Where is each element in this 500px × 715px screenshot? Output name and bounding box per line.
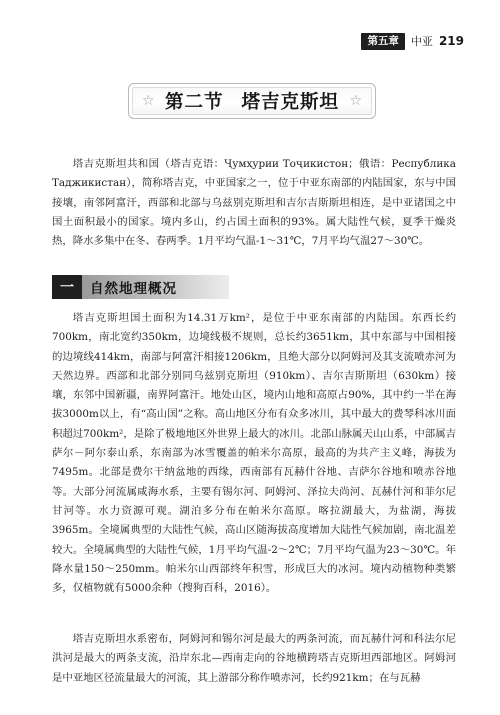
chapter-badge: 第五章 [361, 33, 405, 50]
subsection-title: 自然地理概况 [90, 281, 177, 297]
subsection-title-bar [82, 275, 229, 299]
subsection-heading [52, 275, 229, 299]
page-number: 219 [438, 34, 464, 49]
section-number: 第二节 [164, 92, 224, 113]
geography-paragraph: 塔吉克斯坦国土面积为14.31万km²，是位于中亚东南部的内陆国。东西长约700km，南北宽约350km，边境线极不规则，总长约3651km，其中东部与中国相接的边境线414km，南部与阿富汗相接1206km，且绝大部分以阿姆河及其支流喷赤河为天然边界。西部和北部分别同乌兹别克斯坦（910km）、吉尔吉斯斯坦（630km）接壤，东邻中国新疆，南界阿富汗。地处山区，境内山地和高原占90%，其中约一半在海拔3000m以上，有“高山国”之称。高山地区分布有众多冰川，其中最大的费琴科冰川面积超过700km²，是除了极地地区外世界上最大的冰川。北部山脉属天山山系，中部属吉萨尔－阿尔泰山系，东南部为冰雪覆盖的帕米尔高原，最高的为共产主义峰，海拔为7495m。北部是费尔干纳盆地的西缘，西南部有瓦赫什谷地、吉萨尔谷地和喷赤谷地等。大部分河流属咸海水系，主要有锡尔河、阿姆河、泽拉夫尚河、瓦赫什河和菲尔尼甘河等。水力资源可观。湖泊多分布在帕米尔高原。喀拉湖最大，为盐湖，海拔3965m。全境属典型的大陆性气候，高山区随海拔高度增加大陆性气候加剧，南北温差较大。全境属典型的大陆性气候，1月平均气温-2～2℃；7月平均气温为23～30℃。年降水量150～250mm。帕米尔山西部终年积雪，形成巨大的冰河。境内动植物种类繁多，仅植物就有5000余种（搜狗百科，2016）。 [52, 312, 456, 595]
star-icon: ☆ [142, 93, 155, 109]
section-title [165, 88, 339, 114]
intro-paragraph: 塔吉克斯坦共和国（塔吉克语：Ҷумҳурии Тоҷикистон；俄语：Республика Таджикистан），简称塔吉克，中亚国家之一，位于中亚东南部的内陆国家，东与中国接壤，南邻阿富汗，西部和北部与乌兹别克斯坦和吉尔吉斯斯坦相连，是中亚诸国之中国土面积最小的国家。境内多山，约占国土面积的93%。属大陆性气候，夏季干燥炎热，降水多集中在冬、春两季。1月平均气温-1～31℃，7月平均气温27～30℃。 [52, 158, 456, 248]
section-name: 塔吉克斯坦 [241, 92, 340, 113]
region-label: 中亚 [410, 35, 433, 49]
star-icon: ☆ [349, 93, 362, 109]
subsection-number: 一 [52, 275, 82, 299]
running-header [361, 33, 464, 50]
rivers-paragraph: 塔吉克斯坦水系密布，阿姆河和锡尔河是最大的两条河流，而瓦赫什河和科法尔尼洪河是最大的两条支流，沿岸东北—西南走向的谷地横跨塔吉克斯坦西部地区。阿姆河是中亚地区径流量最大的河流，其上游部分称作喷赤河，长约921km；在与瓦赫 [52, 633, 456, 684]
section-title-banner [128, 83, 376, 119]
